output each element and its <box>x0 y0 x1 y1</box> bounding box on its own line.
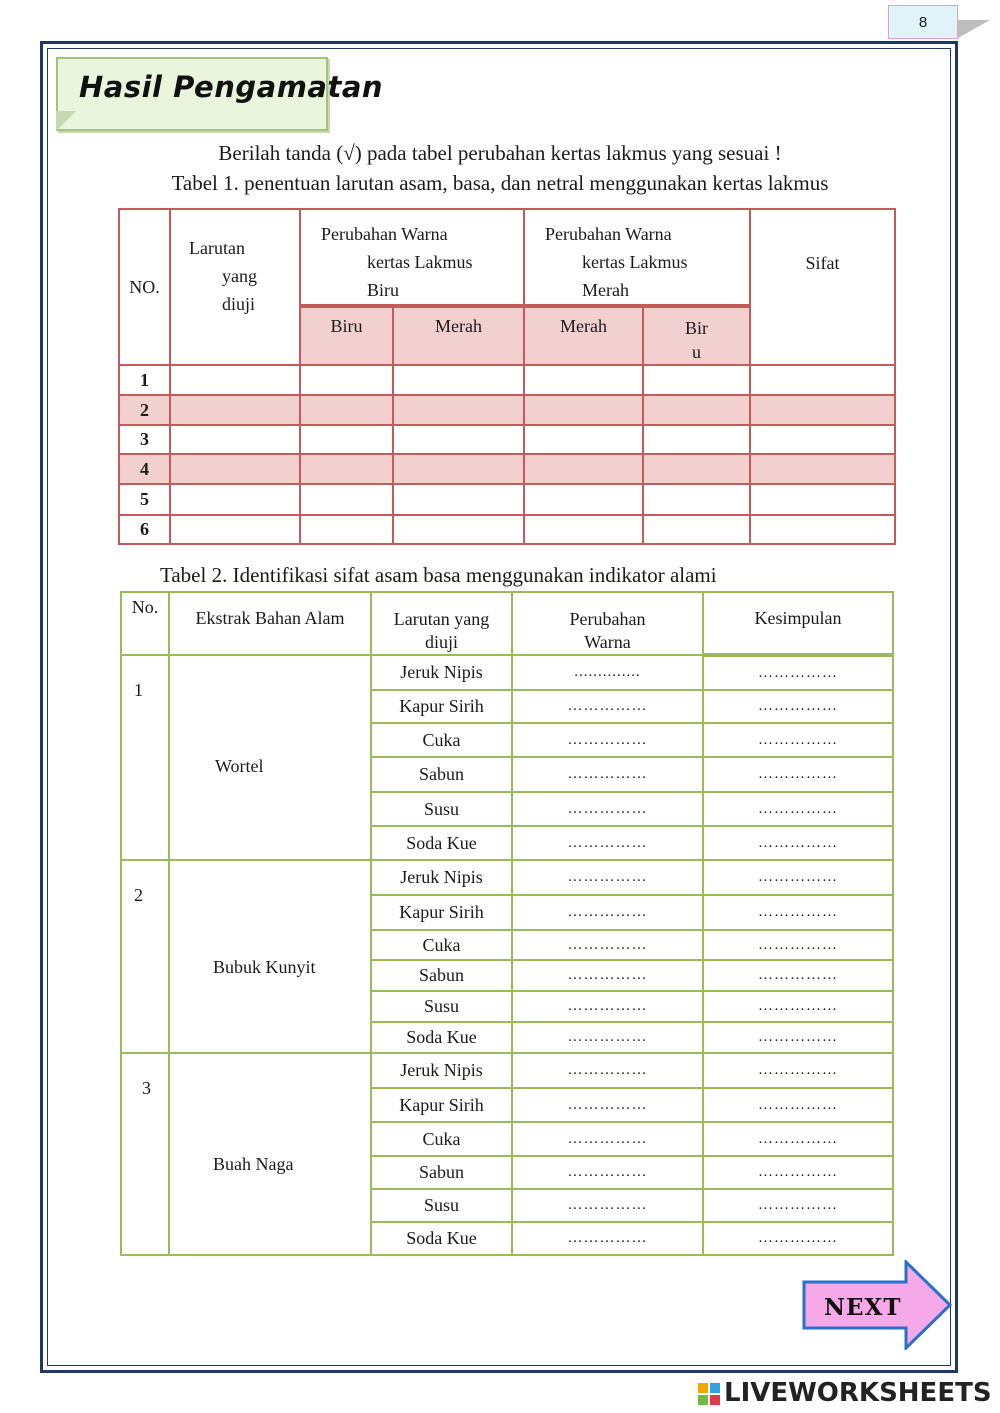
t1-cell[interactable] <box>170 515 300 544</box>
t2-perubahan-blank[interactable]: …………… <box>512 860 703 895</box>
t1-cell[interactable] <box>300 484 393 515</box>
t2-perubahan-blank[interactable]: …………… <box>512 1053 703 1088</box>
t2-solution: Kapur Sirih <box>371 895 512 930</box>
t1-cell[interactable] <box>750 454 895 484</box>
t1-cell[interactable] <box>643 484 750 515</box>
t1-cell[interactable] <box>643 365 750 395</box>
t2-perubahan-blank[interactable]: …………… <box>512 723 703 757</box>
t1-cell[interactable] <box>393 454 524 484</box>
t2-solution: Sabun <box>371 960 512 991</box>
next-label[interactable]: NEXT <box>824 1294 902 1321</box>
t2-header-ekstrak: Ekstrak Bahan Alam <box>169 592 371 655</box>
section-title: Hasil Pengamatan <box>79 70 384 104</box>
t1-cell[interactable] <box>524 425 643 454</box>
t2-kesimpulan-blank[interactable]: …………… <box>703 1122 893 1156</box>
t2-header-larutan: Larutan yang diuji <box>371 592 512 655</box>
t2-perubahan-blank[interactable]: …………… <box>512 1088 703 1122</box>
t2-solution: Cuka <box>371 1122 512 1156</box>
t2-kesimpulan-blank[interactable]: …………… <box>703 991 893 1022</box>
t2-perubahan-blank[interactable]: …………… <box>512 1022 703 1053</box>
t2-solution: Jeruk Nipis <box>371 655 512 690</box>
t1-sub-biru-2: Bir u <box>643 306 750 365</box>
t2-solution: Jeruk Nipis <box>371 1053 512 1088</box>
t2-kesimpulan-blank[interactable]: …………… <box>703 1189 893 1222</box>
table2-caption: Tabel 2. Identifikasi sifat asam basa menggunakan indikator alami <box>160 563 717 587</box>
t2-perubahan-blank[interactable]: …………… <box>512 1189 703 1222</box>
t1-cell[interactable] <box>750 425 895 454</box>
t1-cell[interactable] <box>393 484 524 515</box>
t1-cell[interactable] <box>643 454 750 484</box>
t2-solution: Sabun <box>371 1156 512 1189</box>
t1-cell[interactable] <box>300 425 393 454</box>
t2-kesimpulan-blank[interactable]: …………… <box>703 1022 893 1053</box>
t1-cell[interactable] <box>643 425 750 454</box>
t1-cell[interactable] <box>643 395 750 425</box>
t1-row-number: 4 <box>119 454 170 484</box>
t2-kesimpulan-blank[interactable]: …………… <box>703 690 893 723</box>
t2-solution: Susu <box>371 991 512 1022</box>
t1-row-number: 3 <box>119 425 170 454</box>
t1-row-number: 6 <box>119 515 170 544</box>
t2-solution: Susu <box>371 792 512 826</box>
page-tab-fold <box>958 20 990 38</box>
t2-solution: Cuka <box>371 723 512 757</box>
t1-cell[interactable] <box>170 484 300 515</box>
t1-cell[interactable] <box>393 515 524 544</box>
t1-row <box>119 484 895 515</box>
t2-header-no: No. <box>121 592 169 655</box>
t2-kesimpulan-blank[interactable]: …………… <box>703 655 893 690</box>
t2-kesimpulan-blank[interactable]: …………… <box>703 1156 893 1189</box>
t1-header-no: NO. <box>119 209 170 365</box>
t1-row <box>119 425 895 454</box>
t1-cell[interactable] <box>170 365 300 395</box>
t2-header-perubahan: Perubahan Warna <box>512 592 703 655</box>
t1-row-number: 2 <box>119 395 170 425</box>
t1-row <box>119 395 895 425</box>
t1-cell[interactable] <box>170 425 300 454</box>
t2-group-name: Bubuk Kunyit <box>169 860 371 1053</box>
t2-group-no: 2 <box>121 860 169 1053</box>
t2-group-no: 3 <box>121 1053 169 1255</box>
t2-solution: Kapur Sirih <box>371 1088 512 1122</box>
t2-perubahan-blank[interactable]: …………… <box>512 690 703 723</box>
t1-row-number: 5 <box>119 484 170 515</box>
t2-perubahan-blank[interactable]: .............. <box>512 655 703 690</box>
t1-header-sifat: Sifat <box>750 209 895 365</box>
t2-perubahan-blank[interactable]: …………… <box>512 930 703 960</box>
t1-cell[interactable] <box>393 425 524 454</box>
t2-perubahan-blank[interactable]: …………… <box>512 991 703 1022</box>
t1-cell[interactable] <box>300 365 393 395</box>
t1-header-lakmus-biru: Perubahan Warna kertas Lakmus Biru <box>300 209 524 306</box>
t1-row-number: 1 <box>119 365 170 395</box>
t2-group-name: Wortel <box>169 655 371 860</box>
t2-kesimpulan-blank[interactable]: …………… <box>703 757 893 792</box>
natural-indicator-table <box>120 591 894 1256</box>
t2-kesimpulan-blank[interactable]: …………… <box>703 960 893 991</box>
t2-kesimpulan-blank[interactable]: …………… <box>703 930 893 960</box>
t1-sub-merah-2: Merah <box>524 306 643 365</box>
t1-cell[interactable] <box>300 395 393 425</box>
t1-cell[interactable] <box>750 395 895 425</box>
liveworksheets-logo-icon <box>698 1383 720 1405</box>
t1-cell[interactable] <box>524 395 643 425</box>
t1-cell[interactable] <box>524 365 643 395</box>
t2-solution: Soda Kue <box>371 1022 512 1053</box>
t2-perubahan-blank[interactable]: …………… <box>512 1122 703 1156</box>
t2-perubahan-blank[interactable]: …………… <box>512 757 703 792</box>
t2-solution: Kapur Sirih <box>371 690 512 723</box>
t1-cell[interactable] <box>170 454 300 484</box>
t2-kesimpulan-blank[interactable]: …………… <box>703 1222 893 1255</box>
t1-cell[interactable] <box>170 395 300 425</box>
t2-perubahan-blank[interactable]: …………… <box>512 1156 703 1189</box>
t1-sub-biru: Biru <box>300 306 393 365</box>
t2-solution: Sabun <box>371 757 512 792</box>
t2-perubahan-blank[interactable]: …………… <box>512 960 703 991</box>
t2-kesimpulan-blank[interactable]: …………… <box>703 860 893 895</box>
t2-perubahan-blank[interactable]: …………… <box>512 1222 703 1255</box>
t2-kesimpulan-blank[interactable]: …………… <box>703 1053 893 1088</box>
t2-header-kesimpulan: Kesimpulan <box>703 592 893 655</box>
t2-kesimpulan-blank[interactable]: …………… <box>703 792 893 826</box>
t2-perubahan-blank[interactable]: …………… <box>512 792 703 826</box>
t1-sub-merah: Merah <box>393 306 524 365</box>
t1-cell[interactable] <box>524 454 643 484</box>
t2-solution: Soda Kue <box>371 1222 512 1255</box>
t1-cell[interactable] <box>300 515 393 544</box>
t2-perubahan-blank[interactable]: …………… <box>512 895 703 930</box>
t2-group-name: Buah Naga <box>169 1053 371 1255</box>
t2-kesimpulan-blank[interactable]: …………… <box>703 1088 893 1122</box>
t1-cell[interactable] <box>524 515 643 544</box>
page-number: 8 <box>918 13 928 31</box>
t1-row <box>119 515 895 544</box>
t1-cell[interactable] <box>643 515 750 544</box>
t1-cell[interactable] <box>300 454 393 484</box>
t2-kesimpulan-blank[interactable]: …………… <box>703 723 893 757</box>
t1-cell[interactable] <box>393 365 524 395</box>
t2-group-no: 1 <box>121 655 169 860</box>
t1-cell[interactable] <box>750 365 895 395</box>
t2-solution: Susu <box>371 1189 512 1222</box>
table1-caption: Tabel 1. penentuan larutan asam, basa, dan netral menggunakan kertas lakmus <box>171 171 829 195</box>
title-card-fold <box>56 111 76 131</box>
t1-cell[interactable] <box>750 484 895 515</box>
instruction-text: Berilah tanda (√) pada tabel perubahan kertas lakmus yang sesuai ! <box>218 141 782 165</box>
t2-perubahan-blank[interactable]: …………… <box>512 826 703 860</box>
t1-header-lakmus-merah: Perubahan Warna kertas Lakmus Merah <box>524 209 750 306</box>
t2-solution: Jeruk Nipis <box>371 860 512 895</box>
t1-header-larutan: Larutan yang diuji <box>170 209 300 365</box>
t1-cell[interactable] <box>750 515 895 544</box>
t1-row <box>119 365 895 395</box>
t2-solution: Soda Kue <box>371 826 512 860</box>
t1-row <box>119 454 895 484</box>
page-number-tab <box>888 5 958 39</box>
brand-name: LIVEWORKSHEETS <box>724 1378 992 1408</box>
t2-solution: Cuka <box>371 930 512 960</box>
t2-kesimpulan-blank[interactable]: …………… <box>703 895 893 930</box>
t1-cell[interactable] <box>524 484 643 515</box>
t2-kesimpulan-blank[interactable]: …………… <box>703 826 893 860</box>
t1-cell[interactable] <box>393 395 524 425</box>
litmus-table <box>118 208 896 545</box>
